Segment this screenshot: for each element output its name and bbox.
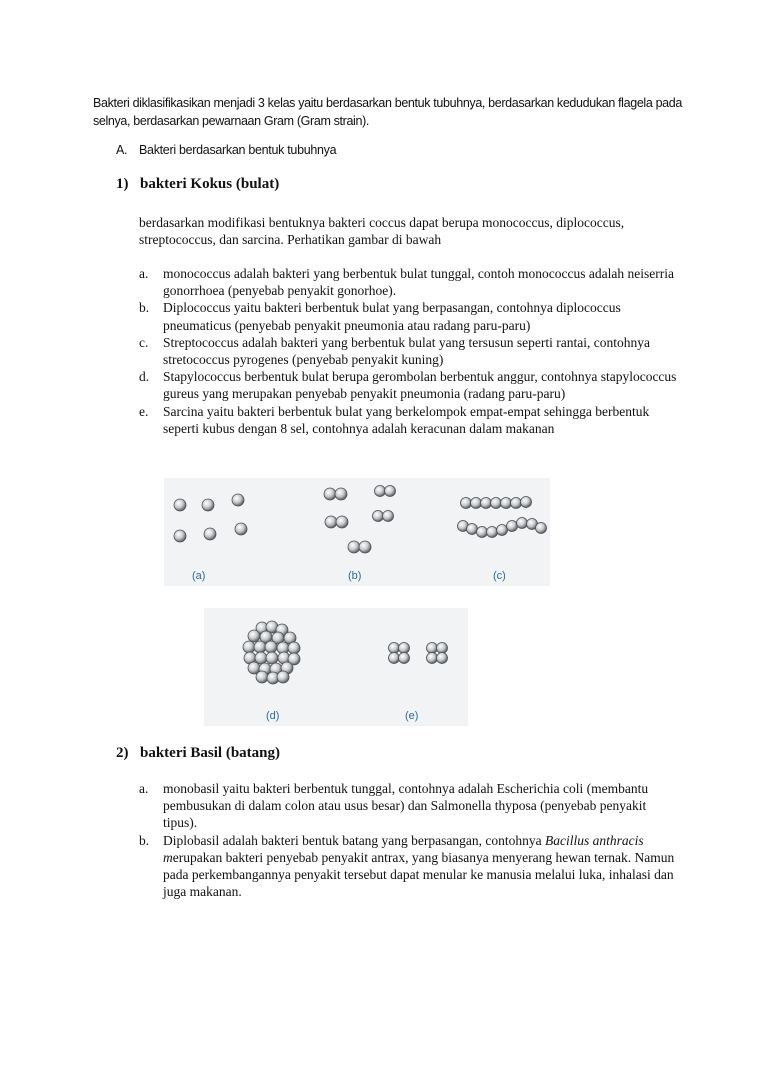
list-text: Diplococcus yaitu bakteri berbentuk bulat yang berpasangan, contohnya diplococcus pneumaticus (penyebab penyakit pneumonia atau radang paru-paru) bbox=[163, 300, 621, 333]
figure-caption-a: (a) bbox=[192, 570, 206, 582]
list-item bbox=[139, 832, 679, 901]
list-text: Sarcina yaitu bakteri berbentuk bulat yang berkelompok empat-empat sehingga berbentuk seperti kubus dengan 8 sel, contohnya adalah keracunan dalam makanan bbox=[163, 403, 650, 436]
coccus-figure-abc bbox=[164, 478, 550, 586]
list-marker: e. bbox=[139, 403, 149, 419]
kokus-number: 1) bbox=[116, 176, 129, 192]
list-text: Stapylococcus berbentuk bulat berupa gerombolan berbentuk anggur, contohnya stapylococcus gureus yang merupakan penyebab penyakit pneumonia (radang paru-paru) bbox=[163, 369, 677, 402]
list-text: monococcus adalah bakteri yang berbentuk bulat tunggal, contoh monococcus adalah neiserria gonorrhoea (penyebab penyakit gonorhoe). bbox=[163, 266, 674, 299]
section-a-title: Bakteri berdasarkan bentuk tubuhnya bbox=[139, 143, 337, 157]
list-text: monobasil yaitu bakteri berbentuk tunggal, contohnya adalah Escherichia coli (membantu pembusukan di dalam colon atau usus besar) dan Salmonella thyposa (penyebab penyakit tipus). bbox=[163, 781, 649, 831]
list-marker: a. bbox=[139, 266, 149, 281]
diplococcus-cells bbox=[324, 486, 396, 554]
list-item bbox=[139, 403, 679, 437]
kokus-heading bbox=[116, 176, 279, 193]
section-a-heading bbox=[116, 143, 336, 157]
coccus-figure-de bbox=[204, 608, 468, 726]
list-marker: c. bbox=[139, 334, 149, 350]
list-marker: a. bbox=[139, 781, 149, 796]
basil-number: 2) bbox=[116, 745, 129, 761]
basil-heading bbox=[116, 745, 280, 762]
list-marker: b. bbox=[139, 832, 150, 848]
list-item bbox=[139, 334, 679, 368]
section-a-label: A. bbox=[116, 143, 128, 157]
list-text: Diplobasil adalah bakteri bentuk batang yang berpasangan, contohnya bbox=[163, 832, 546, 848]
kokus-title: bakteri Kokus (bulat) bbox=[140, 176, 280, 192]
list-item bbox=[139, 368, 679, 402]
monococcus-cells bbox=[174, 494, 247, 542]
intro-paragraph: Bakteri diklasifikasikan menjadi 3 kelas yaitu berdasarkan bentuk tubuhnya, berdasarkan kedudukan flagela pada selnya, berdasarkan pewarnaan Gram (Gram strain). bbox=[93, 96, 682, 128]
figure-caption-b: (b) bbox=[348, 570, 362, 582]
figure-caption-e: (e) bbox=[405, 710, 419, 722]
list-item bbox=[139, 265, 679, 299]
kokus-list bbox=[139, 265, 679, 437]
coccus-illustration-de bbox=[204, 608, 468, 726]
figure-caption-d: (d) bbox=[266, 710, 280, 722]
list-item bbox=[139, 299, 679, 333]
kokus-description: berdasarkan modifikasi bentuknya bakteri coccus dapat berupa monococcus, diplococcus, streptococcus, dan sarcina. Perhatikan gambar di bawah bbox=[139, 215, 625, 247]
basil-title: bakteri Basil (batang) bbox=[140, 745, 281, 761]
species-name-italic: Bacillus anthracis m bbox=[163, 832, 644, 865]
figure-caption-c: (c) bbox=[493, 570, 506, 582]
sarcina-cells bbox=[389, 643, 448, 664]
list-text: Streptococcus adalah bakteri yang berbentuk bulat yang tersusun seperti rantai, contohnya stretococcus pyrogenes (penyebab penyakit kuning) bbox=[163, 334, 650, 368]
list-text: erupakan bakteri penyebab penyakit antrax, yang biasanya menyerang hewan ternak. Namun pada perkembangannya penyakit tersebut dapat menular ke manusia melalui luka, inhalasi dan juga makanan. bbox=[163, 849, 675, 900]
list-item bbox=[139, 780, 679, 832]
staphylococcus-cells bbox=[243, 621, 300, 684]
streptococcus-cells bbox=[458, 497, 547, 538]
list-marker: b. bbox=[139, 300, 150, 316]
list-marker: d. bbox=[139, 369, 150, 385]
basil-list bbox=[139, 780, 679, 900]
